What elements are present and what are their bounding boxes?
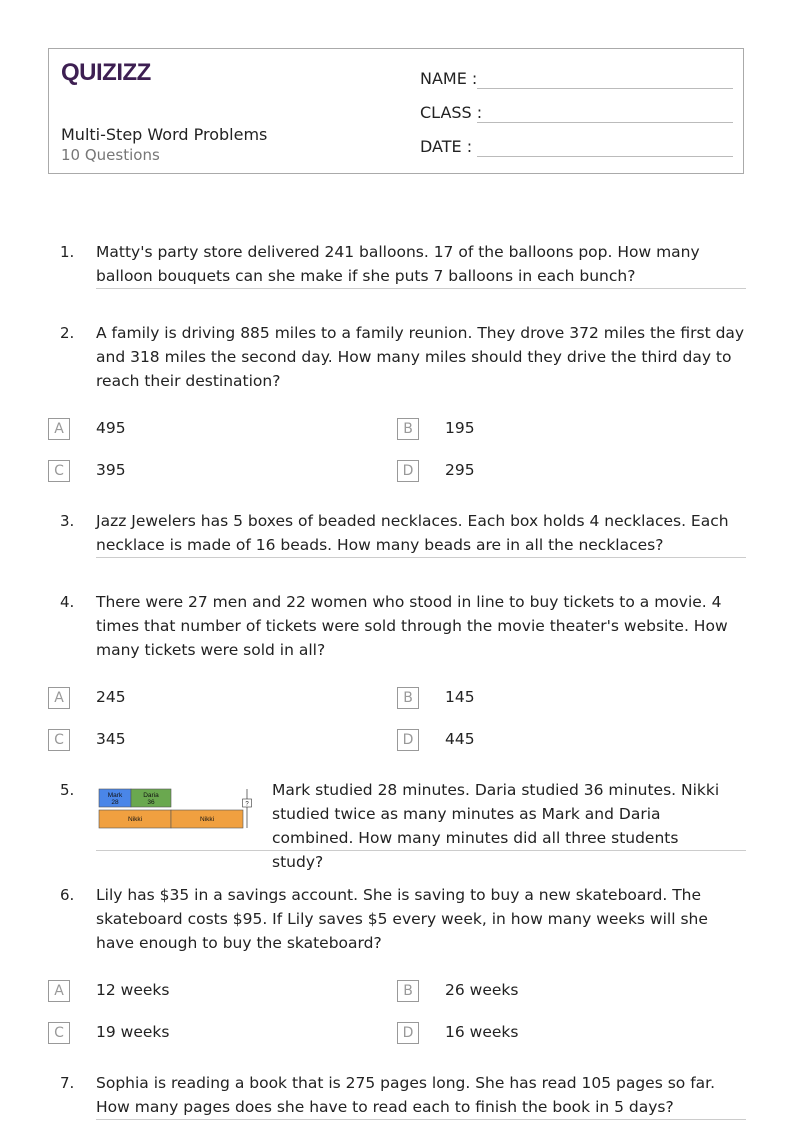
- date-line[interactable]: [477, 156, 733, 157]
- answer-line[interactable]: [96, 1119, 746, 1120]
- option-letter-box[interactable]: C: [48, 729, 70, 751]
- option-letter-box[interactable]: C: [48, 460, 70, 482]
- question-text: Matty's party store delivered 241 balloons. 17 of the balloons pop. How many balloon bouquets can she make if she puts 7 balloons in each bunch?: [96, 243, 700, 285]
- daria-bar-value: 36: [147, 799, 155, 806]
- name-field[interactable]: [420, 69, 477, 88]
- worksheet-header: [48, 48, 744, 174]
- option-text: 245: [96, 688, 126, 706]
- option-text: 19 weeks: [96, 1023, 170, 1041]
- question-text: Jazz Jewelers has 5 boxes of beaded necklaces. Each box holds 4 necklaces. Each necklace is made of 16 beads. How many beads are in all the necklaces?: [96, 512, 729, 554]
- class-label: CLASS :: [420, 103, 483, 122]
- svg-text:QUIZIZZ: QUIZIZZ: [61, 59, 151, 86]
- daria-bar-label: Daria: [143, 792, 159, 799]
- worksheet-subtitle: 10 Questions: [61, 146, 160, 164]
- question-text: Sophia is reading a book that is 275 pages long. She has read 105 pages so far. How many pages does she have to read each to finish the book in 5 days?: [96, 1074, 716, 1116]
- class-field[interactable]: [420, 103, 482, 122]
- nikki-bar-1-label: Nikki: [127, 816, 143, 823]
- question-number: 5.: [60, 781, 75, 799]
- question-text: Mark studied 28 minutes. Daria studied 36 minutes. Nikki studied twice as many minutes as Mark and Daria combined. How many minutes did all three students study?: [272, 781, 720, 871]
- option-letter-box[interactable]: A: [48, 687, 70, 709]
- option-text: 26 weeks: [445, 981, 519, 999]
- quizizz-logo-mark: [61, 57, 153, 87]
- question-text: Lily has $35 in a savings account. She is saving to buy a new skateboard. The skateboard costs $95. If Lily saves $5 every week, in how many weeks will she have enough to buy the skateboard?: [96, 886, 708, 952]
- question-text: A family is driving 885 miles to a family reunion. They drove 372 miles the first day and 318 miles the second day. How many miles should they drive the third day to reach their destination?: [96, 324, 745, 390]
- option-letter-box[interactable]: A: [48, 980, 70, 1002]
- option-letter-box[interactable]: D: [397, 1022, 419, 1044]
- option-letter-box[interactable]: D: [397, 460, 419, 482]
- mark-bar-label: Mark: [107, 792, 123, 799]
- question-number: 4.: [60, 593, 75, 611]
- option-text: 445: [445, 730, 475, 748]
- name-line[interactable]: [477, 88, 733, 89]
- option-text: 145: [445, 688, 475, 706]
- question-number: 3.: [60, 512, 75, 530]
- question-text: There were 27 men and 22 women who stood in line to buy tickets to a movie. 4 times that number of tickets were sold through the movie theater's website. How many tickets were sold in all?: [96, 593, 728, 659]
- question-number: 2.: [60, 324, 75, 342]
- option-text: 12 weeks: [96, 981, 170, 999]
- class-line[interactable]: [477, 122, 733, 123]
- option-text: 495: [96, 419, 126, 437]
- option-letter-box[interactable]: B: [397, 980, 419, 1002]
- answer-line[interactable]: [96, 557, 746, 558]
- date-field[interactable]: [420, 137, 472, 156]
- nikki-bar-2-label: Nikki: [199, 816, 215, 823]
- question-number: 7.: [60, 1074, 75, 1092]
- option-text: 195: [445, 419, 475, 437]
- option-letter-box[interactable]: D: [397, 729, 419, 751]
- option-letter-box[interactable]: C: [48, 1022, 70, 1044]
- option-letter-box[interactable]: B: [397, 687, 419, 709]
- option-text: 295: [445, 461, 475, 479]
- option-text: 395: [96, 461, 126, 479]
- worksheet-title: Multi-Step Word Problems: [61, 125, 268, 144]
- option-letter-box[interactable]: A: [48, 418, 70, 440]
- question-number: 6.: [60, 886, 75, 904]
- date-label: DATE :: [420, 137, 473, 156]
- quizizz-logo: [61, 57, 153, 87]
- option-text: 345: [96, 730, 126, 748]
- answer-line[interactable]: [96, 288, 746, 289]
- bar-model-diagram: [98, 788, 254, 832]
- question-number: 1.: [60, 243, 75, 261]
- name-label: NAME :: [420, 69, 478, 88]
- option-letter-box[interactable]: B: [397, 418, 419, 440]
- unknown-mark: ?: [245, 801, 249, 808]
- mark-bar-value: 28: [111, 799, 119, 806]
- answer-line[interactable]: [96, 850, 746, 851]
- option-text: 16 weeks: [445, 1023, 519, 1041]
